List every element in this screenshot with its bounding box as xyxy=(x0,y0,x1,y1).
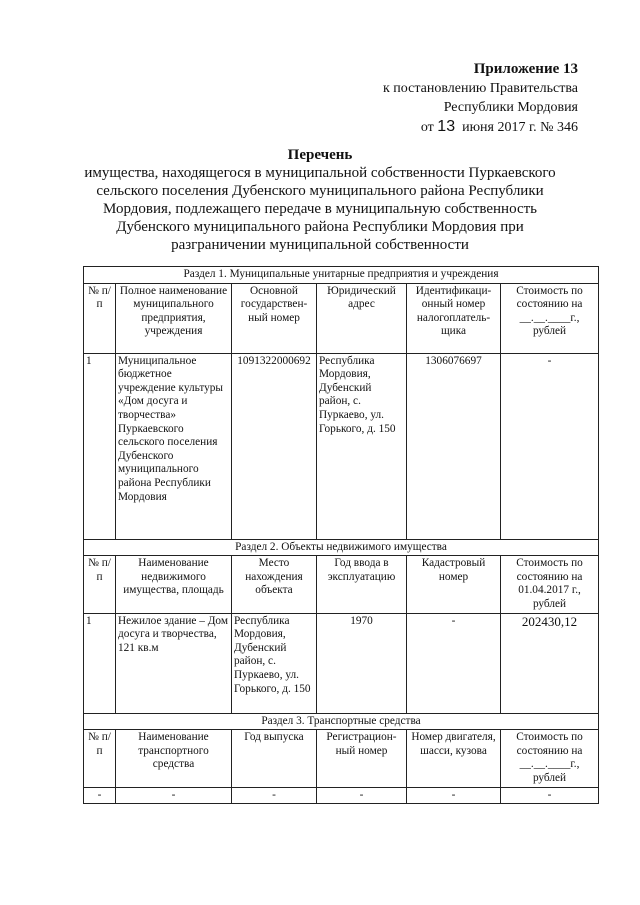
cell-value: - xyxy=(501,787,599,804)
table-row xyxy=(84,787,599,804)
section-2-title-row xyxy=(84,539,599,556)
table-row xyxy=(84,353,599,539)
column-header: Стоимость по состоянию на __.__.____г., рублей xyxy=(501,283,599,353)
cell-number: 1 xyxy=(84,613,116,713)
heading-line: Мордовия, подлежащего передаче в муниципальную собственность xyxy=(102,201,538,217)
heading-line: имущества, находящегося в муниципальной собственности Пуркаевского xyxy=(84,165,556,181)
column-header: № п/п xyxy=(84,283,116,353)
column-header: Юридический адрес xyxy=(317,283,407,353)
section-title: Раздел 3. Транспортные средства xyxy=(84,713,599,730)
column-header: Место нахождения объекта xyxy=(232,556,317,613)
column-header: Год выпуска xyxy=(232,730,317,787)
cell-engine: - xyxy=(407,787,501,804)
cell-year: 1970 xyxy=(317,613,407,713)
column-header: Кадастровый номер xyxy=(407,556,501,613)
cell-name: - xyxy=(116,787,232,804)
heading-line: разграничении муниципальной собственности xyxy=(171,237,469,253)
column-header: Стоимость по состоянию на __.__.____г., рублей xyxy=(501,730,599,787)
section-3-header-row xyxy=(84,730,599,787)
cell-number: 1 xyxy=(84,353,116,539)
heading-title: Перечень xyxy=(287,147,353,163)
cell-inn: 1306076697 xyxy=(407,353,501,539)
column-header: Стоимость по состоянию на 01.04.2017 г., рублей xyxy=(501,556,599,613)
date-prefix: от xyxy=(420,120,434,135)
handwritten-day: 13 xyxy=(437,118,456,135)
heading-line: сельского поселения Дубенского муниципального района Республики xyxy=(96,183,544,199)
cell-name: Нежилое здание – Дом досуга и творчества, 121 кв.м xyxy=(116,613,232,713)
section-title: Раздел 1. Муниципальные унитарные предприятия и учреждения xyxy=(84,267,599,284)
property-table xyxy=(83,266,599,804)
cell-location: Республика Мордовия, Дубенский район, с. Пуркаево, ул. Горького, д. 150 xyxy=(232,613,317,713)
cell-value: 202430,12 xyxy=(501,613,599,713)
column-header: № п/п xyxy=(84,556,116,613)
appendix-block xyxy=(0,60,578,137)
cell-ogrn: 1091322000692 xyxy=(232,353,317,539)
cell-address: Республика Мордовия, Дубенский район, с. Пуркаево, ул. Горького, д. 150 xyxy=(317,353,407,539)
column-header: Наименование недвижимого имущества, площадь xyxy=(116,556,232,613)
cell-number: - xyxy=(84,787,116,804)
date-suffix: июня 2017 г. № 346 xyxy=(462,120,578,135)
section-1-title-row xyxy=(84,267,599,284)
cell-year: - xyxy=(232,787,317,804)
appendix-title: Приложение 13 xyxy=(473,61,578,77)
cell-value: - xyxy=(501,353,599,539)
appendix-date xyxy=(0,117,578,137)
cell-registration: - xyxy=(317,787,407,804)
cell-cadastral: - xyxy=(407,613,501,713)
column-header: Основной государствен-ный номер xyxy=(232,283,317,353)
document-heading xyxy=(0,146,640,254)
section-1-header-row xyxy=(84,283,599,353)
cell-name: Муниципальное бюджетное учреждение культуры «Дом досуга и творчества» Пуркаевского сельского поселения Дубенского муниципального района Республики Мордовия xyxy=(116,353,232,539)
appendix-line-1: к постановлению Правительства xyxy=(382,81,578,96)
column-header: Номер двигателя, шасси, кузова xyxy=(407,730,501,787)
section-title: Раздел 2. Объекты недвижимого имущества xyxy=(84,539,599,556)
appendix-line-2: Республики Мордовия xyxy=(443,100,578,115)
section-3-title-row xyxy=(84,713,599,730)
heading-line: Дубенского муниципального района Республики Мордовия при xyxy=(116,219,524,235)
column-header: Регистрацион-ный номер xyxy=(317,730,407,787)
column-header: Полное наименование муниципального предприятия, учреждения xyxy=(116,283,232,353)
column-header: Наименование транспортного средства xyxy=(116,730,232,787)
section-2-header-row xyxy=(84,556,599,613)
table-row xyxy=(84,613,599,713)
column-header: Идентификаци-онный номер налогоплатель-щика xyxy=(407,283,501,353)
column-header: Год ввода в эксплуатацию xyxy=(317,556,407,613)
column-header: № п/п xyxy=(84,730,116,787)
